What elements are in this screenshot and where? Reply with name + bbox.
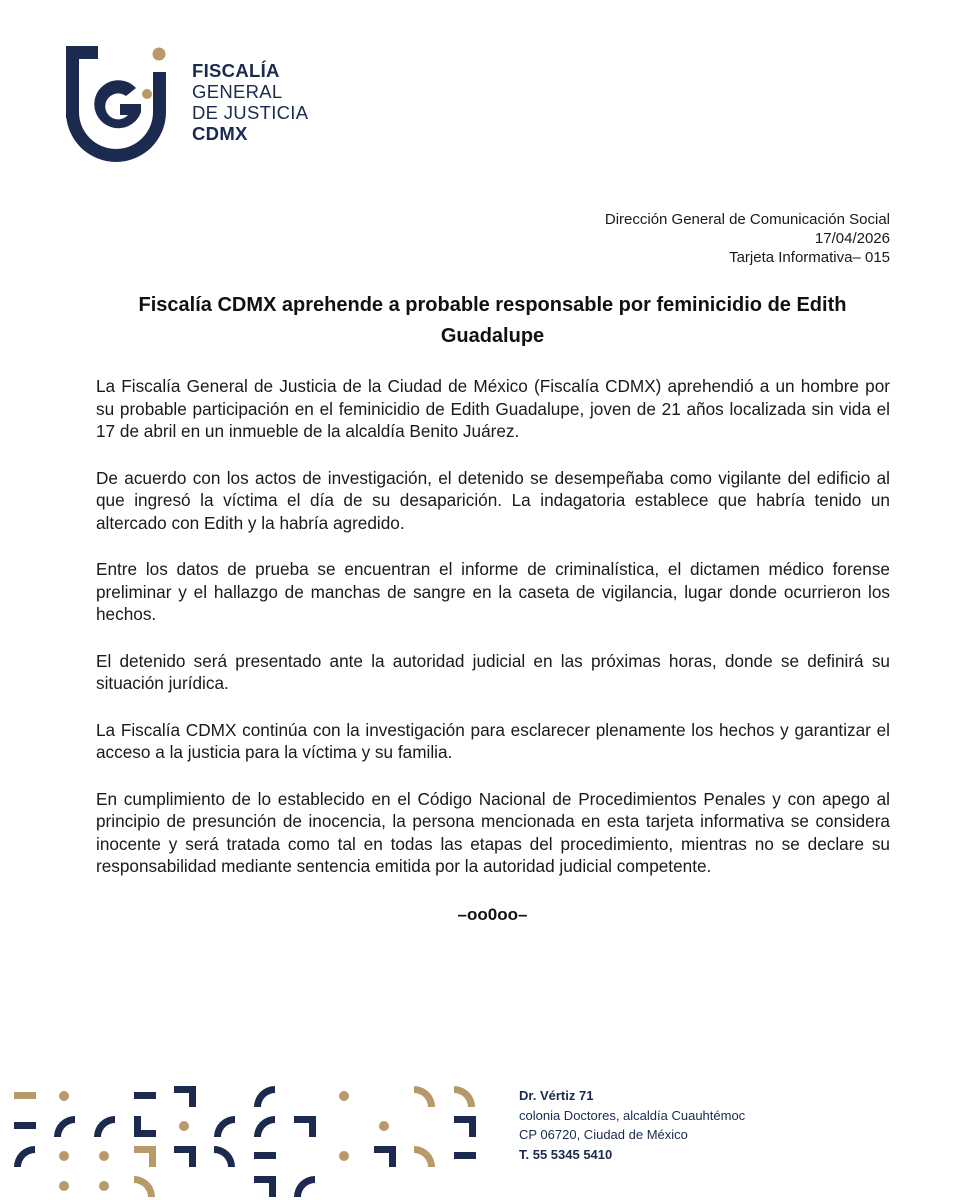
pattern-shape (14, 1122, 36, 1129)
document-date: 17/04/2026 (814, 230, 890, 247)
pattern-shape (454, 1116, 476, 1137)
document-title: Fiscalía CDMX aprehende a probable responsable por feminicidio de Edith Guadalupe (138, 294, 847, 347)
pattern-shape (454, 1152, 476, 1159)
pattern-shape (414, 1086, 435, 1107)
pattern-shape (254, 1086, 275, 1107)
pattern-shape (339, 1091, 349, 1101)
address-colonia: colonia Doctores, alcaldía Cuauhtémoc (519, 1107, 746, 1123)
pattern-shape (134, 1116, 156, 1137)
pattern-shape (134, 1092, 156, 1099)
pattern-shape (14, 1092, 36, 1099)
pattern-shape (339, 1151, 349, 1161)
pattern-shape (374, 1146, 396, 1167)
pattern-shape (294, 1176, 315, 1197)
fiscalia-logo (62, 42, 312, 172)
pattern-shape (134, 1146, 156, 1167)
pattern-shape (94, 1116, 115, 1137)
logo-line-justicia: DE JUSTICIA (192, 102, 309, 123)
paragraph: Entre los datos de prueba se encuentran el informe de criminalística, el dictamen médico forense preliminar y el hallazgo de manchas de sangre en la caseta de vigilancia, lugar donde ocurrieron los hechos. (96, 559, 890, 624)
pattern-shape (59, 1091, 69, 1101)
logo-line-fiscalia: FISCALÍA (192, 60, 280, 81)
logo-line-general: GENERAL (192, 81, 283, 102)
paragraph: La Fiscalía CDMX continúa con la investigación para esclarecer plenamente los hechos y garantizar el acceso a la justicia para la víctima y su familia. (96, 719, 890, 762)
pattern-shape (59, 1151, 69, 1161)
footer-pattern-icon (0, 1080, 500, 1200)
pattern-shape (454, 1086, 475, 1107)
paragraph: En cumplimiento de lo establecido en el Código Nacional de Procedimientos Penales y con apego al principio de presunción de inocencia, la persona mencionada en esta tarjeta informativa se considera inocente y será tratada como tal en todas las etapas del procedimiento, mientras no se declare su responsabilidad mediante sentencia emitida por la autoridad judicial competente. (96, 788, 890, 876)
footer-address (519, 1086, 745, 1164)
department-name: Dirección General de Comunicación Social (604, 211, 890, 228)
document-body (96, 375, 890, 902)
pattern-shape (54, 1116, 75, 1137)
pattern-shape (254, 1152, 276, 1159)
pattern-shape (379, 1121, 389, 1131)
pattern-shape (59, 1181, 69, 1191)
pattern-shape (254, 1116, 275, 1137)
closing-mark: –oo0oo– (457, 905, 528, 924)
address-cp: CP 06720, Ciudad de México (519, 1127, 688, 1142)
logo-line-cdmx: CDMX (192, 123, 248, 144)
document-reference: Tarjeta Informativa– 015 (729, 249, 890, 266)
pattern-shape (414, 1146, 435, 1167)
fgj-emblem-icon (62, 42, 174, 170)
paragraph: De acuerdo con los actos de investigación, el detenido se desempeñaba como vigilante del edificio al que ingresó la víctima el día de su desaparición. La indagatoria establece que habría tenido un altercado con Edith y la habría agredido. (96, 467, 890, 533)
pattern-shape (99, 1181, 109, 1191)
pattern-shape (294, 1116, 316, 1137)
pattern-shape (174, 1086, 196, 1107)
pattern-shape (134, 1176, 155, 1197)
pattern-shape (254, 1176, 276, 1197)
pattern-shape (214, 1146, 235, 1167)
logo-wordmark (192, 60, 308, 144)
address-phone: T. 55 5345 5410 (519, 1146, 613, 1162)
pattern-shape (99, 1151, 109, 1161)
paragraph: La Fiscalía General de Justicia de la Ciudad de México (Fiscalía CDMX) aprehendió a un hombre por su probable participación en el feminicidio de Edith Guadalupe, joven de 21 años localizada sin vida el 17 de abril en un inmueble de la alcaldía Benito Juárez. (96, 376, 890, 441)
pattern-shape (14, 1146, 35, 1167)
document-header-info (605, 210, 890, 267)
address-street: Dr. Vértiz 71 (519, 1088, 594, 1103)
pattern-shape (179, 1121, 189, 1131)
pattern-shape (174, 1146, 196, 1167)
pattern-shape (214, 1116, 235, 1137)
paragraph: El detenido será presentado ante la autoridad judicial en las próximas horas, donde se definirá su situación jurídica. (96, 650, 890, 693)
